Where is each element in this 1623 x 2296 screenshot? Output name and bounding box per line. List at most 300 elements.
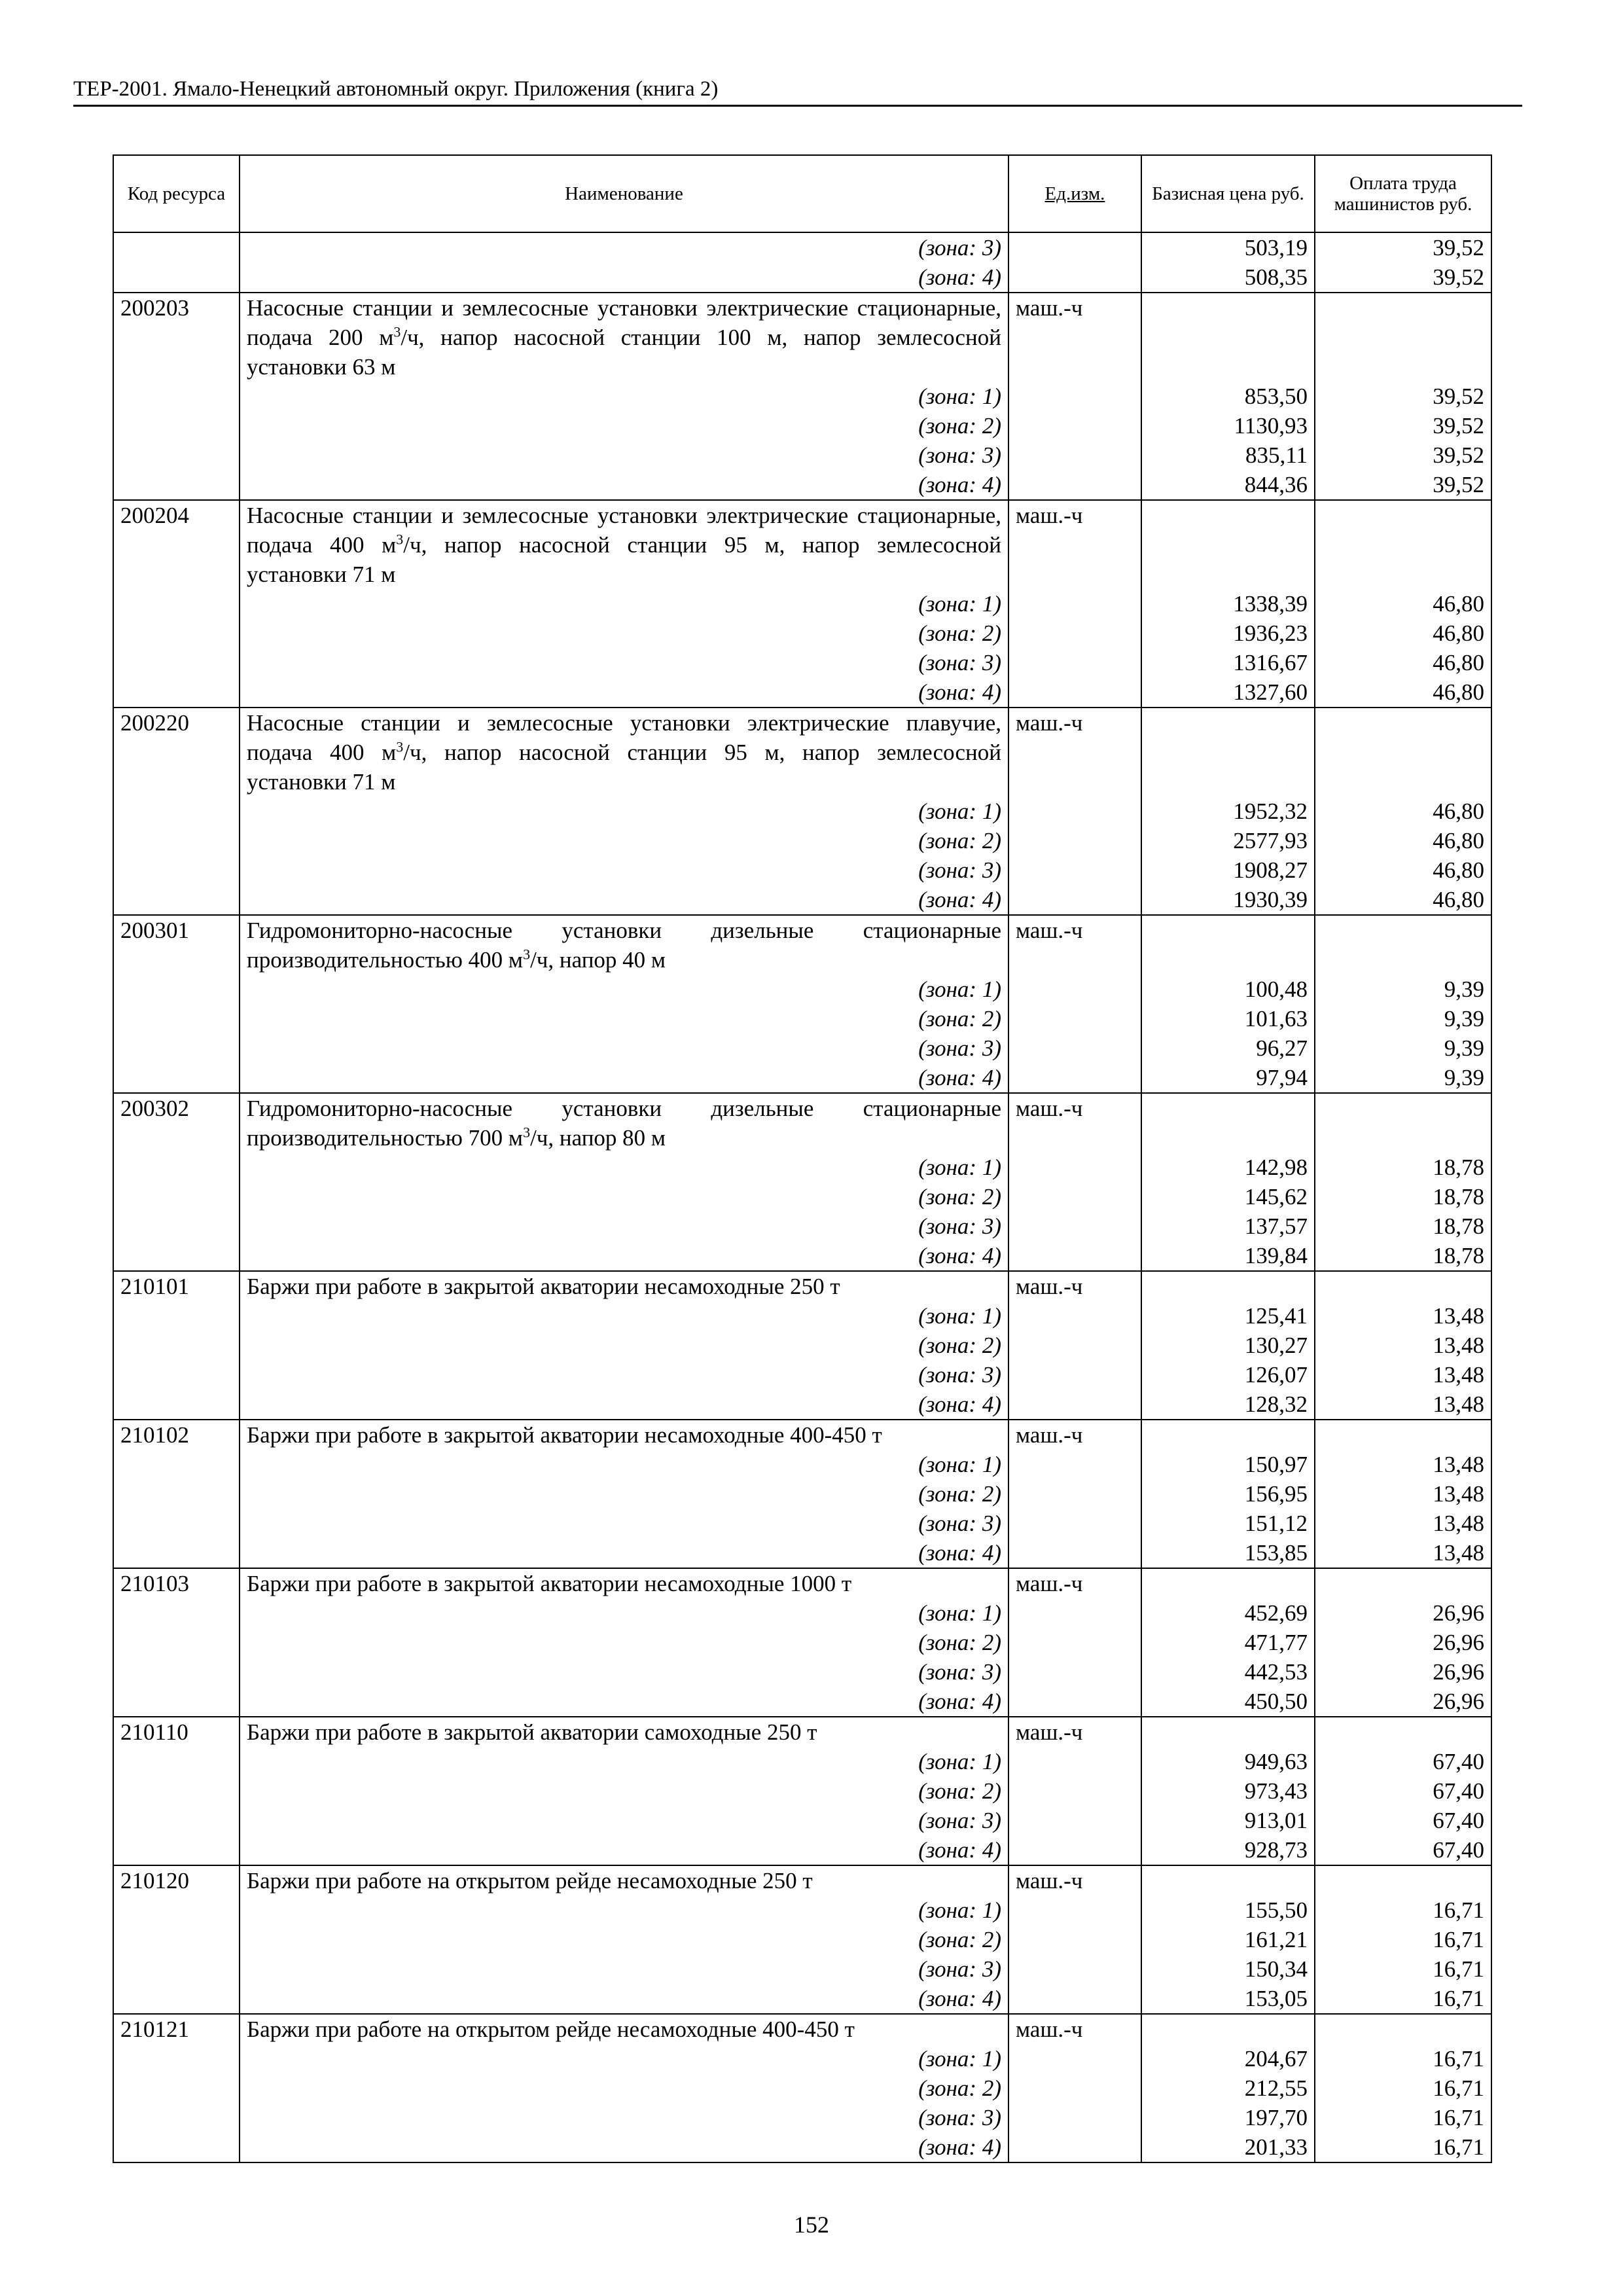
operator-wage: 46,80 xyxy=(1315,855,1491,885)
resource-name-text: Баржи при работе в закрытой акватории самоходные 250 т xyxy=(247,1719,817,1745)
code-cell-empty xyxy=(113,1331,240,1360)
unit-cell-empty xyxy=(1008,1598,1141,1628)
zone-label: (зона: 1) xyxy=(240,382,1008,411)
operator-wage: 67,40 xyxy=(1315,1806,1491,1835)
zone-row xyxy=(113,975,1491,1004)
unit-cell-empty xyxy=(1008,262,1141,293)
resource-name xyxy=(240,1717,1008,1747)
zone-label: (зона: 2) xyxy=(240,1004,1008,1033)
resource-name-text: Гидромониторно-насосные установки дизельные стационарные производительностью 700 м xyxy=(247,1096,1001,1151)
base-price: 1130,93 xyxy=(1141,411,1315,440)
zone-label: (зона: 3) xyxy=(240,1211,1008,1241)
code-cell-empty xyxy=(113,1004,240,1033)
base-price: 145,62 xyxy=(1141,1182,1315,1211)
running-head: ТЕР-2001. Ямало-Ненецкий автономный округ. Приложения (книга 2) xyxy=(73,76,1522,107)
zone-row xyxy=(113,1182,1491,1211)
zone-row xyxy=(113,1450,1491,1479)
zone-row xyxy=(113,440,1491,470)
resource-code: 200203 xyxy=(113,293,240,382)
price-cell-empty xyxy=(1141,1717,1315,1747)
resource-name xyxy=(240,708,1008,797)
wage-cell-empty xyxy=(1315,2014,1491,2044)
resource-name xyxy=(240,2014,1008,2044)
resource-name-text: Баржи при работе в закрытой акватории несамоходные 250 т xyxy=(247,1274,840,1299)
code-cell-empty xyxy=(113,382,240,411)
resource-unit: маш.-ч xyxy=(1008,293,1141,382)
operator-wage: 13,48 xyxy=(1315,1390,1491,1420)
base-price: 150,97 xyxy=(1141,1450,1315,1479)
operator-wage: 67,40 xyxy=(1315,1776,1491,1806)
resource-name xyxy=(240,1865,1008,1895)
price-cell-empty xyxy=(1141,1865,1315,1895)
unit-cell-empty xyxy=(1008,1450,1141,1479)
code-cell-empty xyxy=(113,1628,240,1657)
zone-row xyxy=(113,1301,1491,1331)
zone-row xyxy=(113,826,1491,855)
unit-cell-empty xyxy=(1008,1390,1141,1420)
header-unit-label: Ед.изм. xyxy=(1044,183,1105,204)
code-cell-empty xyxy=(113,1776,240,1806)
resource-name xyxy=(240,293,1008,382)
unit-cell-empty xyxy=(1008,1984,1141,2014)
operator-wage: 13,48 xyxy=(1315,1301,1491,1331)
zone-row xyxy=(113,1479,1491,1509)
price-cell-empty xyxy=(1141,708,1315,797)
resource-unit: маш.-ч xyxy=(1008,708,1141,797)
base-price: 130,27 xyxy=(1141,1331,1315,1360)
zone-row xyxy=(113,232,1491,262)
resource-name-text-cont: /ч, напор насосной станции 95 м, напор землесосной установки 71 м xyxy=(247,532,1001,587)
zone-label: (зона: 4) xyxy=(240,262,1008,293)
resource-code: 200302 xyxy=(113,1093,240,1153)
zone-label: (зона: 3) xyxy=(240,440,1008,470)
operator-wage: 13,48 xyxy=(1315,1538,1491,1568)
code-cell-empty xyxy=(113,855,240,885)
zone-row xyxy=(113,1360,1491,1390)
operator-wage: 16,71 xyxy=(1315,1954,1491,1984)
operator-wage: 46,80 xyxy=(1315,589,1491,619)
unit-cell-empty xyxy=(1008,826,1141,855)
table-header-row xyxy=(113,155,1491,232)
operator-wage: 26,96 xyxy=(1315,1657,1491,1687)
operator-wage: 13,48 xyxy=(1315,1509,1491,1538)
zone-label: (зона: 2) xyxy=(240,619,1008,648)
code-cell-empty xyxy=(113,975,240,1004)
zone-label: (зона: 2) xyxy=(240,826,1008,855)
zone-row xyxy=(113,1895,1491,1925)
base-price: 142,98 xyxy=(1141,1153,1315,1182)
base-price: 151,12 xyxy=(1141,1509,1315,1538)
base-price: 204,67 xyxy=(1141,2044,1315,2073)
unit-cell-empty xyxy=(1008,619,1141,648)
zone-label: (зона: 3) xyxy=(240,2103,1008,2132)
base-price: 139,84 xyxy=(1141,1241,1315,1271)
zone-row xyxy=(113,885,1491,915)
base-price: 949,63 xyxy=(1141,1747,1315,1776)
resource-name xyxy=(240,915,1008,975)
resource-row xyxy=(113,500,1491,589)
resource-code: 200301 xyxy=(113,915,240,975)
unit-cell-empty xyxy=(1008,382,1141,411)
operator-wage: 67,40 xyxy=(1315,1747,1491,1776)
zone-row xyxy=(113,1153,1491,1182)
base-price: 128,32 xyxy=(1141,1390,1315,1420)
table-body xyxy=(113,232,1491,2162)
resource-name-text-cont: /ч, напор насосной станции 95 м, напор землесосной установки 71 м xyxy=(247,740,1001,795)
base-price: 452,69 xyxy=(1141,1598,1315,1628)
zone-label: (зона: 1) xyxy=(240,1450,1008,1479)
operator-wage: 9,39 xyxy=(1315,975,1491,1004)
resource-row xyxy=(113,1568,1491,1598)
code-cell-empty xyxy=(113,1033,240,1063)
zone-label: (зона: 4) xyxy=(240,470,1008,500)
unit-cell-empty xyxy=(1008,589,1141,619)
code-cell-empty xyxy=(113,1538,240,1568)
unit-cell-empty xyxy=(1008,1153,1141,1182)
unit-cell-empty xyxy=(1008,1360,1141,1390)
code-cell-empty xyxy=(113,1954,240,1984)
code-cell-empty xyxy=(113,1153,240,1182)
unit-cell-empty xyxy=(1008,470,1141,500)
header-name: Наименование xyxy=(240,155,1008,232)
resource-name-text-cont: /ч, напор 80 м xyxy=(530,1125,666,1151)
unit-cell-empty xyxy=(1008,1241,1141,1271)
zone-row xyxy=(113,1747,1491,1776)
base-price: 137,57 xyxy=(1141,1211,1315,1241)
zone-label: (зона: 1) xyxy=(240,1598,1008,1628)
operator-wage: 16,71 xyxy=(1315,2044,1491,2073)
unit-cell-empty xyxy=(1008,885,1141,915)
base-price: 197,70 xyxy=(1141,2103,1315,2132)
zone-row xyxy=(113,382,1491,411)
resource-row xyxy=(113,293,1491,382)
operator-wage: 46,80 xyxy=(1315,885,1491,915)
header-code: Код ресурса xyxy=(113,155,240,232)
unit-cell-empty xyxy=(1008,2103,1141,2132)
zone-label: (зона: 4) xyxy=(240,1984,1008,2014)
unit-cell-empty xyxy=(1008,1509,1141,1538)
base-price: 126,07 xyxy=(1141,1360,1315,1390)
unit-cell-empty xyxy=(1008,440,1141,470)
resource-name-text: Баржи при работе в закрытой акватории несамоходные 1000 т xyxy=(247,1571,852,1596)
code-cell-empty xyxy=(113,885,240,915)
code-cell-empty xyxy=(113,1450,240,1479)
resource-unit: маш.-ч xyxy=(1008,500,1141,589)
base-price: 1338,39 xyxy=(1141,589,1315,619)
unit-cell-empty xyxy=(1008,2132,1141,2162)
zone-row xyxy=(113,1984,1491,2014)
zone-label: (зона: 1) xyxy=(240,2044,1008,2073)
operator-wage: 16,71 xyxy=(1315,1984,1491,2014)
zone-row xyxy=(113,2103,1491,2132)
operator-wage: 18,78 xyxy=(1315,1182,1491,1211)
resource-name-text: Насосные станции и землесосные установки электрические стационарные, подача 400 м xyxy=(247,503,1001,558)
unit-superscript: 3 xyxy=(396,738,404,755)
resource-code: 210102 xyxy=(113,1420,240,1450)
resource-code: 210101 xyxy=(113,1271,240,1301)
zone-label: (зона: 1) xyxy=(240,975,1008,1004)
zone-label: (зона: 2) xyxy=(240,1182,1008,1211)
zone-label: (зона: 2) xyxy=(240,1925,1008,1954)
code-cell-empty xyxy=(113,1747,240,1776)
code-cell-empty xyxy=(113,1657,240,1687)
resource-row xyxy=(113,1865,1491,1895)
zone-row xyxy=(113,2132,1491,2162)
operator-wage: 9,39 xyxy=(1315,1004,1491,1033)
unit-cell-empty xyxy=(1008,1331,1141,1360)
zone-label: (зона: 4) xyxy=(240,1390,1008,1420)
code-cell-empty xyxy=(113,440,240,470)
zone-label: (зона: 2) xyxy=(240,1628,1008,1657)
zone-label: (зона: 3) xyxy=(240,1954,1008,1984)
resource-unit: маш.-ч xyxy=(1008,1093,1141,1153)
unit-cell-empty xyxy=(1008,975,1141,1004)
zone-row xyxy=(113,1954,1491,1984)
price-cell-empty xyxy=(1141,1093,1315,1153)
zone-row xyxy=(113,1509,1491,1538)
price-cell-empty xyxy=(1141,1420,1315,1450)
code-cell-empty xyxy=(113,1241,240,1271)
code-cell-empty xyxy=(113,1895,240,1925)
code-cell-empty xyxy=(113,1360,240,1390)
zone-row xyxy=(113,262,1491,293)
unit-cell-empty xyxy=(1008,1835,1141,1865)
resource-unit: маш.-ч xyxy=(1008,1717,1141,1747)
unit-cell-empty xyxy=(1008,855,1141,885)
base-price: 212,55 xyxy=(1141,2073,1315,2103)
zone-label: (зона: 4) xyxy=(240,1687,1008,1717)
operator-wage: 16,71 xyxy=(1315,1895,1491,1925)
code-cell-empty xyxy=(113,1301,240,1331)
zone-row xyxy=(113,1390,1491,1420)
operator-wage: 16,71 xyxy=(1315,2073,1491,2103)
zone-row xyxy=(113,797,1491,826)
base-price: 835,11 xyxy=(1141,440,1315,470)
zone-row xyxy=(113,1687,1491,1717)
base-price: 156,95 xyxy=(1141,1479,1315,1509)
base-price: 503,19 xyxy=(1141,232,1315,262)
zone-label: (зона: 3) xyxy=(240,1806,1008,1835)
operator-wage: 46,80 xyxy=(1315,797,1491,826)
operator-wage: 13,48 xyxy=(1315,1331,1491,1360)
resource-table xyxy=(113,154,1492,2163)
page-number: 152 xyxy=(794,2212,829,2238)
zone-label: (зона: 3) xyxy=(240,855,1008,885)
zone-label: (зона: 3) xyxy=(240,648,1008,677)
base-price: 161,21 xyxy=(1141,1925,1315,1954)
resource-name-text: Насосные станции и землесосные установки электрические плавучие, подача 400 м xyxy=(247,710,1001,765)
zone-label: (зона: 1) xyxy=(240,1153,1008,1182)
price-cell-empty xyxy=(1141,1271,1315,1301)
unit-cell-empty xyxy=(1008,1211,1141,1241)
resource-name xyxy=(240,1093,1008,1153)
unit-cell-empty xyxy=(1008,1925,1141,1954)
code-cell-empty xyxy=(113,589,240,619)
resource-row xyxy=(113,1271,1491,1301)
resource-row xyxy=(113,1717,1491,1747)
code-cell-empty xyxy=(113,797,240,826)
operator-wage: 39,52 xyxy=(1315,232,1491,262)
base-price: 1952,32 xyxy=(1141,797,1315,826)
resource-row xyxy=(113,1420,1491,1450)
operator-wage: 46,80 xyxy=(1315,677,1491,708)
zone-row xyxy=(113,1776,1491,1806)
code-cell-empty xyxy=(113,1598,240,1628)
resource-name-text: Баржи при работе в закрытой акватории несамоходные 400-450 т xyxy=(247,1422,882,1448)
unit-cell-empty xyxy=(1008,1895,1141,1925)
unit-superscript: 3 xyxy=(393,323,401,340)
zone-row xyxy=(113,619,1491,648)
header-wage: Оплата труда машинистов руб. xyxy=(1315,155,1491,232)
resource-name xyxy=(240,1271,1008,1301)
zone-label: (зона: 1) xyxy=(240,1895,1008,1925)
operator-wage: 39,52 xyxy=(1315,440,1491,470)
wage-cell-empty xyxy=(1315,293,1491,382)
resource-name-text-cont: /ч, напор 40 м xyxy=(530,947,666,973)
code-cell-empty xyxy=(113,1509,240,1538)
resource-unit: маш.-ч xyxy=(1008,915,1141,975)
operator-wage: 46,80 xyxy=(1315,619,1491,648)
code-cell-empty xyxy=(113,648,240,677)
code-cell-empty xyxy=(113,1925,240,1954)
zone-label: (зона: 4) xyxy=(240,1835,1008,1865)
resource-row xyxy=(113,1093,1491,1153)
zone-label: (зона: 1) xyxy=(240,797,1008,826)
operator-wage: 18,78 xyxy=(1315,1241,1491,1271)
zone-row xyxy=(113,470,1491,500)
code-cell-empty xyxy=(113,470,240,500)
wage-cell-empty xyxy=(1315,1271,1491,1301)
operator-wage: 13,48 xyxy=(1315,1360,1491,1390)
base-price: 853,50 xyxy=(1141,382,1315,411)
wage-cell-empty xyxy=(1315,500,1491,589)
code-cell-empty xyxy=(113,1182,240,1211)
wage-cell-empty xyxy=(1315,1568,1491,1598)
base-price: 150,34 xyxy=(1141,1954,1315,1984)
operator-wage: 18,78 xyxy=(1315,1153,1491,1182)
resource-code: 200220 xyxy=(113,708,240,797)
operator-wage: 16,71 xyxy=(1315,1925,1491,1954)
resource-name-text: Баржи при работе на открытом рейде несамоходные 400-450 т xyxy=(247,2017,855,2042)
wage-cell-empty xyxy=(1315,1865,1491,1895)
price-cell-empty xyxy=(1141,915,1315,975)
zone-label: (зона: 3) xyxy=(240,1509,1008,1538)
resource-unit: маш.-ч xyxy=(1008,1568,1141,1598)
base-price: 844,36 xyxy=(1141,470,1315,500)
base-price: 471,77 xyxy=(1141,1628,1315,1657)
base-price: 2577,93 xyxy=(1141,826,1315,855)
resource-name-text: Баржи при работе на открытом рейде несамоходные 250 т xyxy=(247,1868,813,1893)
zone-row xyxy=(113,1657,1491,1687)
zone-label: (зона: 1) xyxy=(240,1747,1008,1776)
zone-row xyxy=(113,1033,1491,1063)
zone-label: (зона: 2) xyxy=(240,1479,1008,1509)
unit-cell-empty xyxy=(1008,1628,1141,1657)
code-cell-empty xyxy=(113,1390,240,1420)
zone-label: (зона: 4) xyxy=(240,1241,1008,1271)
wage-cell-empty xyxy=(1315,708,1491,797)
unit-cell-empty xyxy=(1008,1479,1141,1509)
base-price: 101,63 xyxy=(1141,1004,1315,1033)
zone-label: (зона: 2) xyxy=(240,411,1008,440)
resource-unit: маш.-ч xyxy=(1008,1271,1141,1301)
code-cell-empty xyxy=(113,1063,240,1093)
operator-wage: 9,39 xyxy=(1315,1033,1491,1063)
operator-wage: 13,48 xyxy=(1315,1450,1491,1479)
unit-cell-empty xyxy=(1008,1004,1141,1033)
zone-label: (зона: 4) xyxy=(240,1063,1008,1093)
operator-wage: 26,96 xyxy=(1315,1628,1491,1657)
zone-row xyxy=(113,1925,1491,1954)
resource-name xyxy=(240,500,1008,589)
operator-wage: 46,80 xyxy=(1315,826,1491,855)
base-price: 973,43 xyxy=(1141,1776,1315,1806)
zone-label: (зона: 2) xyxy=(240,1776,1008,1806)
zone-row xyxy=(113,677,1491,708)
base-price: 153,85 xyxy=(1141,1538,1315,1568)
resource-code: 200204 xyxy=(113,500,240,589)
zone-label: (зона: 3) xyxy=(240,1360,1008,1390)
base-price: 442,53 xyxy=(1141,1657,1315,1687)
base-price: 153,05 xyxy=(1141,1984,1315,2014)
unit-cell-empty xyxy=(1008,1538,1141,1568)
operator-wage: 39,52 xyxy=(1315,470,1491,500)
unit-cell-empty xyxy=(1008,1063,1141,1093)
code-cell-empty xyxy=(113,1806,240,1835)
zone-row xyxy=(113,1063,1491,1093)
operator-wage: 39,52 xyxy=(1315,411,1491,440)
zone-row xyxy=(113,589,1491,619)
zone-row xyxy=(113,2073,1491,2103)
resource-name xyxy=(240,1568,1008,1598)
operator-wage: 39,52 xyxy=(1315,262,1491,293)
zone-label: (зона: 1) xyxy=(240,589,1008,619)
zone-row xyxy=(113,1241,1491,1271)
operator-wage: 46,80 xyxy=(1315,648,1491,677)
base-price: 201,33 xyxy=(1141,2132,1315,2162)
resource-row xyxy=(113,915,1491,975)
unit-cell-empty xyxy=(1008,648,1141,677)
zone-label: (зона: 4) xyxy=(240,885,1008,915)
zone-label: (зона: 1) xyxy=(240,1301,1008,1331)
base-price: 928,73 xyxy=(1141,1835,1315,1865)
unit-cell-empty xyxy=(1008,1033,1141,1063)
zone-row xyxy=(113,648,1491,677)
zone-row xyxy=(113,1331,1491,1360)
operator-wage: 26,96 xyxy=(1315,1598,1491,1628)
zone-label: (зона: 2) xyxy=(240,2073,1008,2103)
operator-wage: 16,71 xyxy=(1315,2132,1491,2162)
zone-label: (зона: 3) xyxy=(240,232,1008,262)
resource-name-text-cont: /ч, напор насосной станции 100 м, напор землесосной установки 63 м xyxy=(247,325,1001,380)
wage-cell-empty xyxy=(1315,1717,1491,1747)
price-cell-empty xyxy=(1141,2014,1315,2044)
code-cell-empty xyxy=(113,1479,240,1509)
zone-label: (зона: 3) xyxy=(240,1033,1008,1063)
zone-row xyxy=(113,411,1491,440)
unit-cell-empty xyxy=(1008,1806,1141,1835)
code-cell-empty xyxy=(113,2073,240,2103)
code-cell-empty xyxy=(113,2103,240,2132)
unit-cell-empty xyxy=(1008,232,1141,262)
unit-cell-empty xyxy=(1008,1687,1141,1717)
code-cell-empty xyxy=(113,1211,240,1241)
zone-label: (зона: 4) xyxy=(240,2132,1008,2162)
base-price: 1930,39 xyxy=(1141,885,1315,915)
operator-wage: 16,71 xyxy=(1315,2103,1491,2132)
resource-name-text: Гидромониторно-насосные установки дизельные стационарные производительностью 400 м xyxy=(247,918,1001,973)
resource-name-text: Насосные станции и землесосные установки электрические стационарные, подача 200 м xyxy=(247,295,1001,350)
